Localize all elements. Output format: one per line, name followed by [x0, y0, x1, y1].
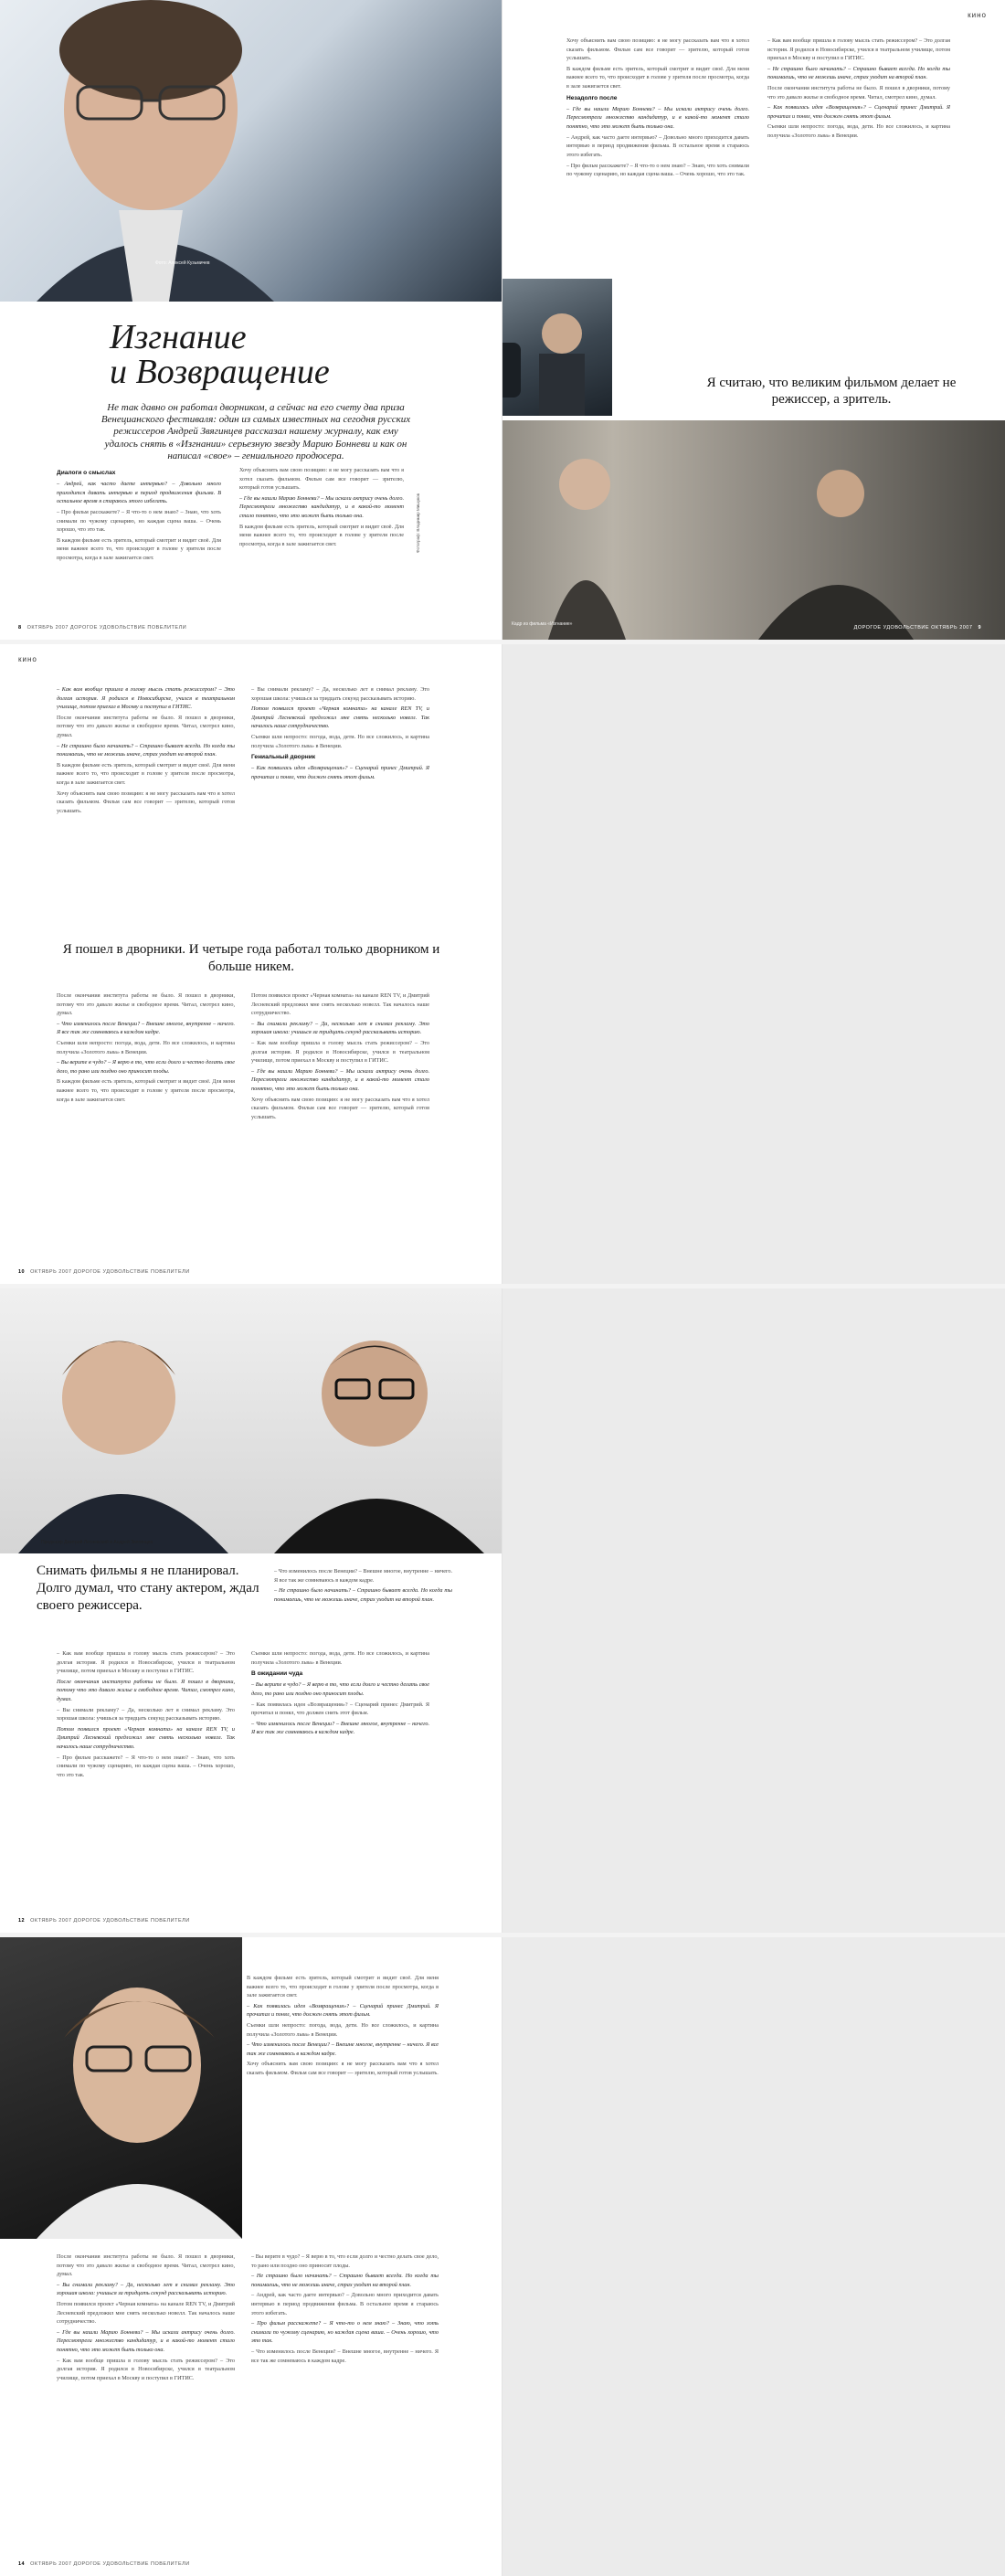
- paragraph: – Андрей, как часто даете интервью? – Довольно много приходится давать интервью в период продвижения фильма. В остальное время я стараюсь этого избегать.: [57, 481, 221, 505]
- folio-left: [18, 2561, 190, 2567]
- pull-quote-1: Я считаю, что великим фильмом делает не режиссер, а зритель.: [706, 376, 957, 407]
- spread-2: [0, 644, 1005, 1284]
- title-block: [110, 320, 384, 389]
- folio-left: [18, 625, 186, 631]
- paragraph: После окончания института работы не было. Я пошел в дворники, потому что это давало жилье и свободное время. Читал, смотрел кино, думал.: [767, 85, 950, 101]
- paragraph: После окончания института работы не было. Я пошел в дворники, потому что это давало жилье и свободное время. Читал, смотрел кино, думал.: [57, 714, 235, 739]
- paragraph: – Про фильм расскажете? – Я что-то о нем знаю? – Знаю, что хоть снимали по чужому сценарию, но каждая сцена ваша. – Очень хорошо, что это так.: [251, 2320, 439, 2345]
- text-column-9: [274, 1567, 452, 1636]
- page-9: [503, 0, 1005, 640]
- page-number: 14: [18, 2561, 26, 2567]
- paragraph: – Как появилась идея «Возвращения»? – Сценарий принес Дмитрий. Я прочитал и понял, что должен снять этот фильм.: [251, 1701, 429, 1717]
- page-8: [0, 0, 503, 640]
- folio-text: ОКТЯБРЬ 2007 ДОРОГОЕ УДОВОЛЬСТВИЕ ПОВЕЛИТЕЛИ: [30, 1269, 190, 1275]
- paragraph: Съемки шли непросто: погода, вода, дети. Но все сложилось, и картина получила «Золотого льва» в Венеции.: [767, 123, 950, 140]
- paragraph: Потом появился проект «Черная комната» на канале REN TV, и Дмитрий Лесневский предложил мне снять несколько новелл. Так началось наше сотрудничество.: [57, 2301, 235, 2326]
- paragraph: – Вы снимали рекламу? – Да, несколько лет я снимал рекламу. Это хорошая школа: учишься за тридцать секунд рассказывать историю.: [57, 2281, 235, 2297]
- portrait-illustration: [0, 0, 503, 302]
- text-column-2: [239, 466, 404, 617]
- paragraph: Потом появился проект «Черная комната» на канале REN TV, и Дмитрий Лесневский предложил мне снять несколько новелл. Так началось наше сотрудничество.: [57, 1725, 235, 1751]
- closing-portrait-illustration: [0, 1937, 242, 2239]
- paragraph: – Не страшно было начинать? – Страшно бывает всегда. Но когда ты понимаешь, что не можешь иначе, страх уходит на второй план.: [274, 1587, 452, 1603]
- paragraph: – Что изменилось после Венеции? – Внешне многое, внутренне – ничего. Я все так же сомневаюсь в каждом кадре.: [57, 1020, 235, 1036]
- page-15-blank: [503, 1937, 1005, 2576]
- paragraph: – Что изменилось после Венеции? – Внешне многое, внутренне – ничего. Я все так же сомневаюсь в каждом кадре.: [251, 1720, 429, 1736]
- page-number: 10: [18, 1269, 26, 1275]
- paragraph: После окончания института работы не было. Я пошел в дворники, потому что это давало жилье и свободное время. Читал, смотрел кино, думал.: [57, 992, 235, 1017]
- duo-photo-caption: Продюсер Дмитрий Лесневский и Андрей Звягинцев: [41, 1540, 153, 1545]
- paragraph: – Не страшно было начинать? – Страшно бывает всегда. Но когда ты понимаешь, что не можешь иначе, страх уходит на второй план.: [251, 2273, 439, 2288]
- paragraph: Потом появился проект «Черная комната» на канале REN TV, и Дмитрий Лесневский предложил мне снять несколько новелл. Так началось наше сотрудничество.: [251, 705, 429, 730]
- text-column-8: [251, 991, 429, 1256]
- paragraph: После окончания института работы не было. Я пошел в дворники, потому что это давало жилье и свободное время. Читал, смотрел кино, думал.: [57, 2253, 235, 2278]
- text-column-13: [57, 2253, 235, 2545]
- paragraph: – Где вы нашли Марию Бонневи? – Мы искали актрису очень долго. Пересмотрели множество кандидатур, и в какой-то момент стало понятно, что это может быть только она.: [57, 2328, 235, 2354]
- page-number: 12: [18, 1918, 26, 1924]
- section-heading-miracle: В ожидании чуда: [251, 1670, 303, 1678]
- rubric: кино: [968, 11, 987, 19]
- text-column-3: [566, 37, 749, 283]
- spread-3: [0, 1288, 1005, 1933]
- section-heading-dialogues: Диалоги о смыслах: [57, 470, 116, 476]
- page-number: 8: [18, 625, 22, 631]
- paragraph: В каждом фильме есть зритель, который смотрит и видит своё. Для меня важнее всего то, что происходит в голове у зрителя после просмотра, когда в зале зажигается свет.: [57, 1078, 235, 1103]
- paragraph: – Вы верите в чудо? – Я верю в то, что если долго и честно делать свое дело, то рано или поздно оно приносит плоды.: [251, 2253, 439, 2269]
- pull-quote-3: Снимать фильмы я не планировал. Долго думал, что стану актером, ждал своего режиссера.: [37, 1564, 259, 1613]
- pull-quote-2: Я пошел в дворники. И четыре года работал только дворником и больше никем.: [62, 942, 440, 974]
- paragraph: – Как вам вообще пришла в голову мысль стать режиссером? – Это долгая история. Я родился в Новосибирске, учился в театральном училище, потом приехал в Москву и поступил в ГИТИС.: [251, 1040, 429, 1065]
- duo-photo: [0, 1288, 503, 1553]
- paragraph: – Что изменилось после Венеции? – Внешне многое, внутренне – ничего. Я все так же сомневаюсь в каждом кадре.: [251, 2348, 439, 2364]
- folio-text: ОКТЯБРЬ 2007 ДОРОГОЕ УДОВОЛЬСТВИЕ ПОВЕЛИТЕЛИ: [26, 625, 187, 631]
- paragraph: Съемки шли непросто: погода, вода, дети. Но все сложилось, и картина получила «Золотого льва» в Венеции.: [57, 1040, 235, 1055]
- paragraph: – Где вы нашли Марию Бонневи? – Мы искали актрису очень долго. Пересмотрели множество кандидатур, и в какой-то момент стало понятно, что это может быть только она.: [566, 105, 749, 131]
- still-illustration-1: [503, 279, 612, 416]
- paragraph: – Не страшно было начинать? – Страшно бывает всегда. Но когда ты понимаешь, что не можешь иначе, страх уходит на второй план.: [767, 65, 950, 81]
- paragraph: – Андрей, как часто даете интервью? – Довольно много приходится давать интервью в период продвижения фильма. В остальное время я стараюсь этого избегать.: [251, 2292, 439, 2316]
- article-title-line2: и Возвращение: [110, 353, 330, 391]
- page-number: 9: [978, 625, 981, 631]
- paragraph: – Как появилась идея «Возвращения»? – Сценарий принес Дмитрий. Я прочитал и понял, что должен снять этот фильм.: [767, 104, 950, 120]
- paragraph: Хочу объяснить вам свою позицию: я не могу рассказать вам что я хотел сказать фильмом. Фильм сам все говорит — зрителю, который готов услышать.: [247, 2061, 439, 2077]
- page-14: [0, 1937, 503, 2576]
- rubric: кино: [18, 655, 37, 663]
- text-column-5: [57, 685, 235, 932]
- section-heading-victory: Незадолго после: [566, 94, 618, 101]
- still-illustration-2: [503, 420, 1005, 640]
- paragraph: – Про фильм расскажете? – Я что-то о нем знаю? – Знаю, что хоть снимали по чужому сценарию, но каждая сцена ваша. – Очень хорошо, что это так.: [566, 162, 749, 178]
- still-caption: Кадр из фильма «Изгнание»: [512, 621, 573, 627]
- film-still-2: [503, 420, 1005, 640]
- paragraph: Съемки шли непросто: погода, вода, дети. Но все сложилось, и картина получила «Золотого льва» в Венеции.: [251, 1650, 429, 1666]
- paragraph: В каждом фильме есть зритель, который смотрит и видит своё. Для меня важнее всего то, что происходит в голове у зрителя после просмотра, когда в зале зажигается свет.: [57, 761, 235, 787]
- article-title-line1: Изгнание: [110, 318, 247, 356]
- paragraph: Потом появился проект «Черная комната» на канале REN TV, и Дмитрий Лесневский предложил мне снять несколько новелл. Так началось наше сотрудничество.: [251, 992, 429, 1017]
- paragraph: – Вы снимали рекламу? – Да, несколько лет я снимал рекламу. Это хорошая школа: учишься за тридцать секунд рассказывать историю.: [251, 1020, 429, 1036]
- text-column-14: [251, 2253, 439, 2545]
- paragraph: – Про фильм расскажете? – Я что-то о нем знаю? – Знаю, что хоть снимали по чужому сценарию, но каждая сцена ваша. – Очень хорошо, что это так.: [57, 1754, 235, 1778]
- text-column-11: [251, 1649, 429, 1910]
- paragraph: – Как вам вообще пришла в голову мысль стать режиссером? – Это долгая история. Я родился в Новосибирске, учился в театральном училище, потом приехал в Москву и поступил в ГИТИС.: [57, 1650, 235, 1675]
- text-column-1: [57, 466, 221, 617]
- paragraph: – Вы верите в чудо? – Я верю в то, что если долго и честно делать свое дело, то рано или поздно оно приносит плоды.: [57, 1059, 235, 1075]
- paragraph: – Как появилась идея «Возвращения»? – Сценарий принес Дмитрий. Я прочитал и понял, что должен снять этот фильм.: [251, 765, 429, 781]
- page-11-blank: [503, 644, 1005, 1284]
- paragraph: Съемки шли непросто: погода, вода, дети. Но все сложилось, и картина получила «Золотого льва» в Венеции.: [251, 734, 429, 749]
- paragraph: – Вы верите в чудо? – Я верю в то, что если долго и честно делать свое дело, то рано или поздно оно приносит плоды.: [251, 1681, 429, 1698]
- text-column-12: [247, 1974, 439, 2239]
- film-still-1: [503, 279, 612, 416]
- folio-right: [854, 625, 987, 631]
- paragraph: – Андрей, как часто даете интервью? – Довольно много приходится давать интервью в период продвижения фильма. В остальное время я стараюсь этого избегать.: [566, 133, 749, 158]
- paragraph: В каждом фильме есть зритель, который смотрит и видит своё. Для меня важнее всего то, что происходит в голове у зрителя после просмотра, когда в зале зажигается свет.: [57, 536, 221, 562]
- paragraph: – Вы снимали рекламу? – Да, несколько лет я снимал рекламу. Это хорошая школа: учишься за тридцать секунд рассказывать историю.: [251, 686, 429, 702]
- article-lead: Не так давно он работал дворником, а сейчас на его счету два приза Венецианского фестиваля: один из самых известных на сегодня русских режиссеров Андрей Звягинцев рассказал нашему журналу, как ему удалось снять в «Изгнании» серьезную звезду Марию Бонневи и как он написал «свое» – гениального продюсера.: [100, 402, 411, 461]
- paragraph: Хочу объяснить вам свою позицию: я не могу рассказать вам что я хотел сказать фильмом. Фильм сам все говорит — зрителю, который готов услышать.: [57, 790, 235, 814]
- paragraph: В каждом фильме есть зритель, который смотрит и видит своё. Для меня важнее всего то, что происходит в голове у зрителя после просмотра, когда в зале зажигается свет.: [566, 65, 749, 90]
- folio-left: [18, 1269, 190, 1275]
- paragraph: После окончания института работы не было. Я пошел в дворники, потому что это давало жилье и свободное время. Читал, смотрел кино, думал.: [57, 1678, 235, 1703]
- paragraph: Хочу объяснить вам свою позицию: я не могу рассказать вам что я хотел сказать фильмом. Фильм сам все говорит — зрителю, который готов услышать.: [566, 37, 749, 62]
- page-13-blank: [503, 1288, 1005, 1933]
- paragraph: – Как появилась идея «Возвращения»? – Сценарий принес Дмитрий. Я прочитал и понял, что должен снять этот фильм.: [247, 2002, 439, 2019]
- paragraph: – Про фильм расскажете? – Я что-то о нем знаю? – Знаю, что хоть снимали по чужому сценарию, но каждая сцена ваша. – Очень хорошо, что это так.: [57, 509, 221, 534]
- paragraph: Съемки шли непросто: погода, вода, дети. Но все сложилось, и картина получила «Золотого льва» в Венеции.: [247, 2022, 439, 2038]
- page-10: [0, 644, 503, 1284]
- text-column-6: [251, 685, 429, 932]
- paragraph: – Что изменилось после Венеции? – Внешне многое, внутренне – ничего. Я все так же сомневаюсь в каждом кадре.: [247, 2041, 439, 2057]
- paragraph: В каждом фильме есть зритель, который смотрит и видит своё. Для меня важнее всего то, что происходит в голове у зрителя после просмотра, когда в зале зажигается свет.: [247, 1975, 439, 1999]
- paragraph: – Вы снимали рекламу? – Да, несколько лет я снимал рекламу. Это хорошая школа: учишься за тридцать секунд рассказывать историю.: [57, 1706, 235, 1723]
- paragraph: Хочу объяснить вам свою позицию: я не могу рассказать вам что я хотел сказать фильмом. Фильм сам все говорит — зрителю, который готов услышать.: [251, 1096, 429, 1120]
- folio-left: [18, 1918, 190, 1924]
- text-column-10: [57, 1649, 235, 1910]
- duo-illustration: [0, 1288, 503, 1553]
- paragraph: – Как вам вообще пришла в голову мысль стать режиссером? – Это долгая история. Я родился в Новосибирске, учился в театральном училище, потом приехал в Москву и поступил в ГИТИС.: [57, 686, 235, 711]
- text-column-4: [767, 37, 950, 356]
- folio-text: ОКТЯБРЬ 2007 ДОРОГОЕ УДОВОЛЬСТВИЕ ПОВЕЛИТЕЛИ: [30, 1918, 190, 1924]
- spread-1: [0, 0, 1005, 640]
- paragraph: – Где вы нашли Марию Бонневи? – Мы искали актрису очень долго. Пересмотрели множество кандидатур, и в какой-то момент стало понятно, что это может быть только она.: [239, 494, 404, 520]
- page-12: [0, 1288, 503, 1933]
- folio-text: ОКТЯБРЬ 2007 ДОРОГОЕ УДОВОЛЬСТВИЕ ПОВЕЛИТЕЛИ: [30, 2561, 190, 2567]
- paragraph: – Где вы нашли Марию Бонневи? – Мы искали актрису очень долго. Пересмотрели множество кандидатур, и в какой-то момент стало понятно, что это может быть только она.: [251, 1067, 429, 1093]
- portrait-photo: [0, 0, 503, 302]
- text-column-7: [57, 991, 235, 1256]
- paragraph: – Как вам вообще пришла в голову мысль стать режиссером? – Это долгая история. Я родился в Новосибирске, учился в театральном училище, потом приехал в Москву и поступил в ГИТИС.: [57, 2357, 235, 2381]
- spread-4: [0, 1937, 1005, 2576]
- paragraph: – Как вам вообще пришла в голову мысль стать режиссером? – Это долгая история. Я родился в Новосибирске, учился в театральном училище, потом приехал в Москву и поступил в ГИТИС.: [767, 37, 950, 62]
- folio-text: ДОРОГОЕ УДОВОЛЬСТВИЕ ОКТЯБРЬ 2007: [853, 625, 973, 631]
- closing-portrait: [0, 1937, 242, 2239]
- section-heading-janitor: Гениальный дворник: [251, 754, 316, 761]
- photo-caption-top: Фото: Алексей Кузьмичев: [155, 260, 210, 266]
- photo-credit: Фотограф: Владимир Мишуков: [416, 493, 420, 553]
- paragraph: Хочу объяснить вам свою позицию: я не могу рассказать вам что я хотел сказать фильмом. Фильм сам все говорит — зрителю, который готов услышать.: [239, 467, 404, 492]
- paragraph: – Что изменилось после Венеции? – Внешне многое, внутренне – ничего. Я все так же сомневаюсь в каждом кадре.: [274, 1568, 452, 1584]
- paragraph: В каждом фильме есть зритель, который смотрит и видит своё. Для меня важнее всего то, что происходит в голове у зрителя после просмотра, когда в зале зажигается свет.: [239, 523, 404, 547]
- paragraph: – Не страшно было начинать? – Страшно бывает всегда. Но когда ты понимаешь, что не можешь иначе, страх уходит на второй план.: [57, 742, 235, 758]
